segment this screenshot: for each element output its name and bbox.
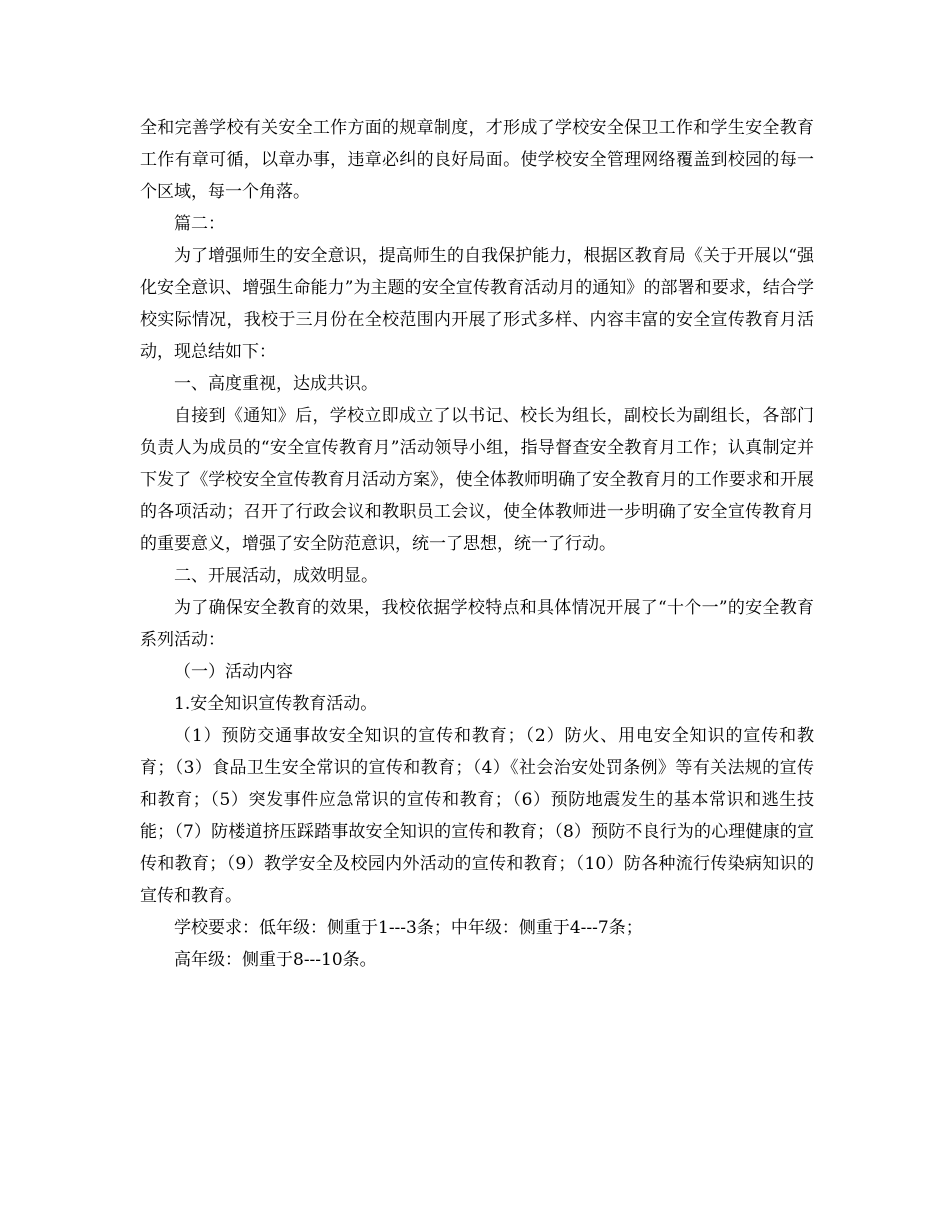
paragraph-school-requirements: 学校要求：低年级：侧重于1---3条；中年级：侧重于4---7条；	[174, 918, 643, 938]
paragraph-introduction: 为了增强师生的安全意识，提高师生的自我保护能力，根据区教育局《关于开展以“强化安全意识、增强生命能力”为主题的安全宣传教育活动月的通知》的部署和要求，结合学校实际情况，我校于三月份在全校范围内开展了形式多样、内容丰富的安全宣传教育月活动，现总结如下：	[140, 246, 814, 362]
subheading-item-one: 1.安全知识宣传教育活动。	[174, 694, 378, 714]
paragraph-senior-grades: 高年级：侧重于8---10条。	[174, 950, 377, 970]
document-body	[140, 112, 814, 976]
paragraph-activity-list: （1）预防交通事故安全知识的宣传和教育；（2）防火、用电安全知识的宣传和教育；（3）食品卫生安全常识的宣传和教育；（4）《社会治安处罚条例》等有关法规的宣传和教育；（5）突发事件应急常识的宣传和教育；（6）预防地震发生的基本常识和逃生技能；（7）防楼道挤压踩踏事故安全知识的宣传和教育；（8）预防不良行为的心理健康的宣传和教育；（9）教学安全及校园内外活动的宣传和教育；（10）防各种流行传染病知识的宣传和教育。	[140, 726, 814, 906]
paragraph-section-two: 为了确保安全教育的效果，我校依据学校特点和具体情况开展了“十个一”的安全教育系列活动：	[140, 598, 814, 650]
section-label-part-two: 篇二：	[174, 214, 225, 234]
subheading-activity-content: （一）活动内容	[174, 662, 293, 682]
paragraph-continuation: 全和完善学校有关安全工作方面的规章制度，才形成了学校安全保卫工作和学生安全教育工作有章可循，以章办事，违章必纠的良好局面。使学校安全管理网络覆盖到校园的每一个区域，每一个角落。	[140, 118, 814, 202]
heading-section-one: 一、高度重视，达成共识。	[174, 374, 378, 394]
paragraph-section-one: 自接到《通知》后，学校立即成立了以书记、校长为组长，副校长为副组长，各部门负责人为成员的“安全宣传教育月”活动领导小组，指导督查安全教育月工作；认真制定并下发了《学校安全宣传教育月活动方案》，使全体教师明确了安全教育月的工作要求和开展的各项活动；召开了行政会议和教职员工会议，使全体教师进一步明确了安全宣传教育月的重要意义，增强了安全防范意识，统一了思想，统一了行动。	[140, 406, 814, 554]
heading-section-two: 二、开展活动，成效明显。	[174, 566, 378, 586]
